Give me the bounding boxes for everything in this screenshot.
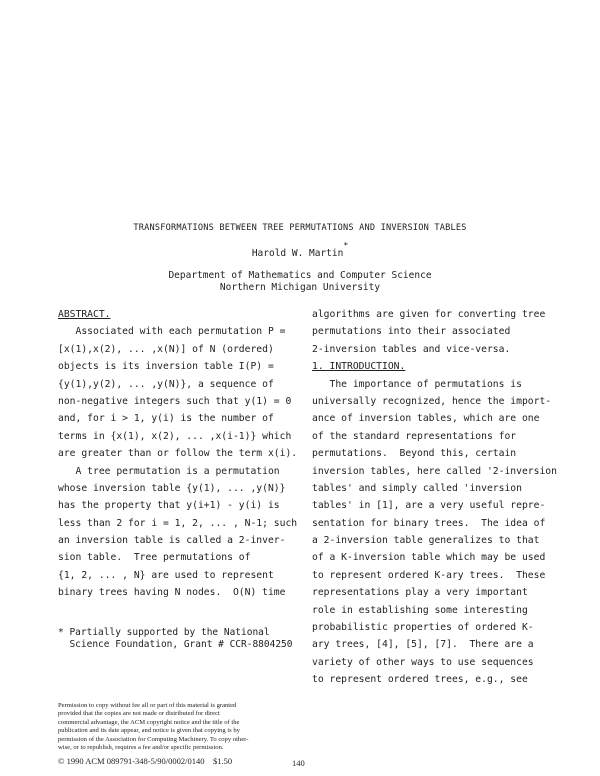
right-column xyxy=(312,306,557,689)
abstract-line: [x(1),x(2), ... ,x(N)] of N (ordered) xyxy=(58,343,274,355)
introduction-line: probabilistic properties of ordered K- xyxy=(312,622,534,634)
left-column xyxy=(58,306,297,602)
introduction-line: tables' in [1], are a very useful repre- xyxy=(312,500,546,512)
copyright-notice: © 1990 ACM 089791-348-5/90/0002/0140 $1.50 xyxy=(58,756,233,766)
abstract-line: A tree permutation is a permutation xyxy=(58,465,280,477)
abstract-continued-line: algorithms are given for converting tree xyxy=(312,309,546,320)
introduction-line: sentation for binary trees. The idea of xyxy=(312,517,546,529)
abstract-line: binary trees having N nodes. O(N) time xyxy=(58,587,286,599)
footnote-line: * Partially supported by the National xyxy=(58,627,270,638)
introduction-line: representations play a very important xyxy=(312,587,528,599)
affiliation-department: Department of Mathematics and Computer Science xyxy=(168,270,432,281)
introduction-line: permutations. Beyond this, certain xyxy=(312,448,517,460)
abstract-line: sion table. Tree permutations of xyxy=(58,552,251,564)
introduction-line: to represent ordered K-ary trees. These xyxy=(312,569,546,581)
abstract-line: are greater than or follow the term x(i). xyxy=(58,448,298,460)
introduction-line: variety of other ways to use sequences xyxy=(312,656,534,668)
abstract-line: and, for i > 1, y(i) is the number of xyxy=(58,413,274,425)
abstract-heading: ABSTRACT. xyxy=(58,309,111,320)
introduction-heading: 1. INTRODUCTION. xyxy=(312,361,406,373)
introduction-line: inversion tables, here called '2-inversion xyxy=(312,465,557,477)
paper-title: TRANSFORMATIONS BETWEEN TREE PERMUTATIONS AND INVERSION TABLES xyxy=(133,223,467,233)
funding-footnote xyxy=(58,627,298,651)
author-footnote-mark: * xyxy=(343,241,349,250)
footnote-line: Science Foundation, Grant # CCR-8804250 xyxy=(58,639,293,650)
introduction-line: of the standard representations for xyxy=(312,430,517,442)
abstract-continued-line: 2-inversion tables and vice-versa. xyxy=(312,343,511,355)
abstract-continued-line: permutations into their associated xyxy=(312,326,511,338)
introduction-line: of a K-inversion table which may be used xyxy=(312,552,546,564)
introduction-line: ance of inversion tables, which are one xyxy=(312,413,540,425)
introduction-line: to represent ordered trees, e.g., see xyxy=(312,674,528,686)
introduction-line: tables' and simply called 'inversion xyxy=(312,482,522,494)
abstract-line: less than 2 for i = 1, 2, ... , N-1; such xyxy=(58,517,298,529)
abstract-line: has the property that y(i+1) - y(i) is xyxy=(58,500,280,512)
abstract-line: terms in {x(1), x(2), ... ,x(i-1)} which xyxy=(58,430,292,442)
permission-notice xyxy=(58,702,298,752)
author-line xyxy=(0,241,600,260)
permission-line: wise, or to republish, requires a fee and/or specific permission. xyxy=(58,744,224,752)
abstract-line: {y(1),y(2), ... ,y(N)}, a sequence of xyxy=(58,378,274,390)
abstract-line: objects is its inversion table I(P) = xyxy=(58,361,274,373)
permission-line: permission of the Association for Computing Machinery. To copy other- xyxy=(58,735,249,743)
abstract-line: Associated with each permutation P = xyxy=(58,326,286,338)
permission-line: publication and its date appear, and notice is given that copying is by xyxy=(58,727,240,735)
abstract-line: an inversion table is called a 2-inver- xyxy=(58,535,286,547)
introduction-line: The importance of permutations is xyxy=(312,378,522,390)
abstract-line: {1, 2, ... , N} are used to represent xyxy=(58,569,274,581)
page-number: 140 xyxy=(292,758,305,768)
introduction-line: ary trees, [4], [5], [7]. There are a xyxy=(312,639,534,651)
introduction-line: a 2-inversion table generalizes to that xyxy=(312,535,540,547)
affiliation-university: Northern Michigan University xyxy=(219,282,381,293)
abstract-line: whose inversion table {y(1), ... ,y(N)} xyxy=(58,482,286,494)
author-name: Harold W. Martin xyxy=(251,248,344,260)
permission-line: commercial advantage, the ACM copyright notice and the title of the xyxy=(58,718,240,726)
introduction-line: universally recognized, hence the import- xyxy=(312,395,552,407)
permission-line: provided that the copies are not made or distributed for direct xyxy=(58,710,220,718)
abstract-line: non-negative integers such that y(1) = 0 xyxy=(58,395,292,407)
permission-line: Permission to copy without fee all or part of this material is granted xyxy=(58,702,237,709)
introduction-line: role in establishing some interesting xyxy=(312,604,528,616)
